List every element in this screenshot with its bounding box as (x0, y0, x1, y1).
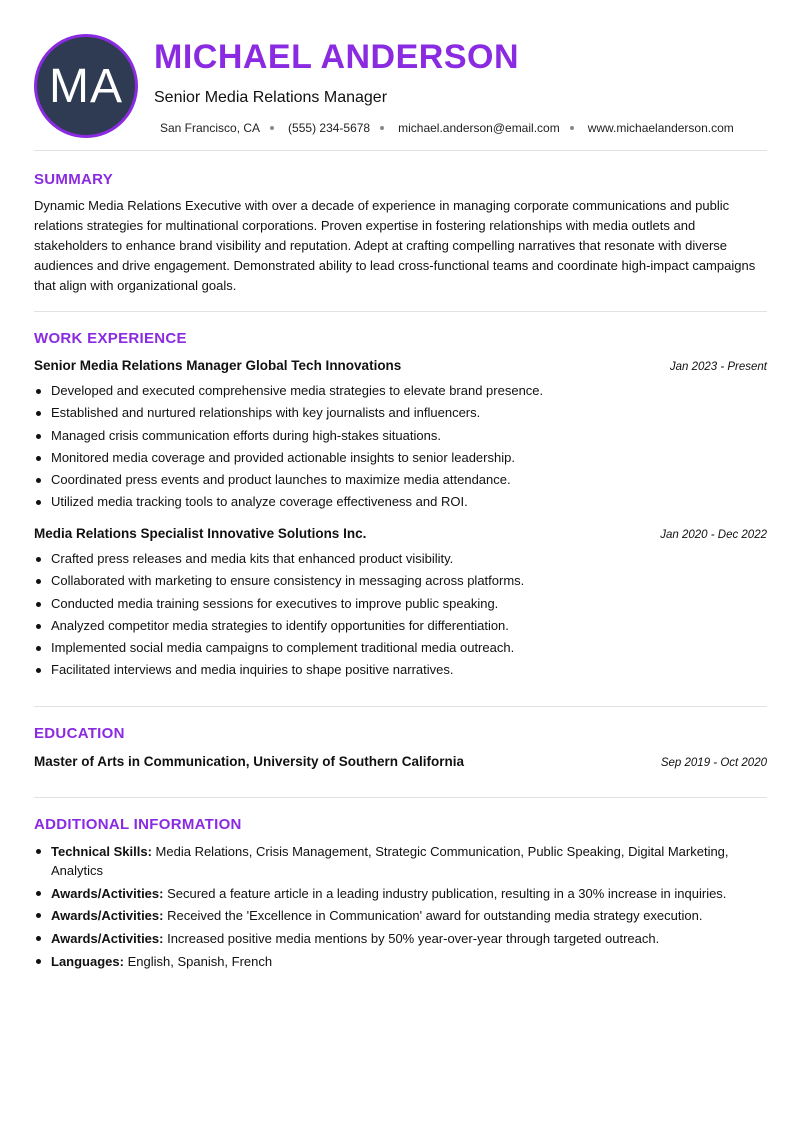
job-dates: Jan 2023 - Present (669, 361, 767, 373)
education-entry (34, 754, 767, 769)
item-label: Awards/Activities: (51, 908, 164, 923)
contact-website[interactable]: www.michaelanderson.com (587, 121, 734, 135)
list-item: Crafted press releases and media kits that enhanced product visibility. (34, 548, 767, 570)
list-item: Managed crisis communication efforts during high-stakes situations. (34, 425, 767, 447)
contact-phone: (555) 234-5678 (288, 121, 371, 135)
list-item: Conducted media training sessions for executives to improve public speaking. (34, 593, 767, 615)
avatar (34, 34, 138, 138)
job-header (34, 526, 767, 541)
list-item: Developed and executed comprehensive media strategies to elevate brand presence. (34, 380, 767, 402)
list-item: Utilized media tracking tools to analyze coverage effectiveness and ROI. (34, 491, 767, 513)
list-item (34, 929, 767, 948)
divider (34, 150, 767, 151)
list-item: Implemented social media campaigns to complement traditional media outreach. (34, 637, 767, 659)
divider (34, 706, 767, 707)
degree-title: Master of Arts in Communication, University of Southern California (34, 754, 465, 769)
list-item (34, 842, 767, 880)
list-item: Coordinated press events and product launches to maximize media attendance. (34, 469, 767, 491)
separator-dot-icon (380, 126, 384, 130)
job-bullet-list (34, 548, 767, 682)
item-label: Awards/Activities: (51, 930, 164, 946)
avatar-initials: MA (49, 59, 123, 113)
additional-information-heading: ADDITIONAL INFORMATION (34, 816, 242, 833)
candidate-name: MICHAEL ANDERSON (154, 38, 520, 76)
item-text: Received the 'Excellence in Communication' award for outstanding media strategy execution. (167, 908, 703, 923)
summary-text: Dynamic Media Relations Executive with over a decade of experience in managing corporate communications and public relations strategies for multinational corporations. Proven expertise in fostering relationships with media outlets and stakeholders to enhance brand visibility and reputation. Adept at crafting compelling narratives that resonate with diverse audiences and drive engagement. Demonstrated ability to lead cross-functional teams and coordinate high-impact campaigns that align with organizational goals. (34, 198, 756, 293)
item-text: Media Relations, Crisis Management, Strategic Communication, Public Speaking, Digital Marketing, Analytics (51, 844, 729, 878)
item-label: Languages: (51, 953, 124, 969)
list-item: Collaborated with marketing to ensure consistency in messaging across platforms. (34, 570, 767, 592)
item-text: Secured a feature article in a leading industry publication, resulting in a 30% increase in inquiries. (167, 885, 727, 901)
job-header (34, 358, 767, 373)
separator-dot-icon (570, 126, 574, 130)
summary-heading: SUMMARY (34, 171, 114, 188)
divider (34, 797, 767, 798)
contact-email[interactable]: michael.anderson@email.com (398, 121, 560, 135)
education-dates: Sep 2019 - Oct 2020 (660, 757, 767, 769)
divider (34, 311, 767, 312)
list-item: Analyzed competitor media strategies to identify opportunities for differentiation. (34, 615, 767, 637)
list-item (34, 884, 767, 903)
work-experience-heading: WORK EXPERIENCE (34, 330, 187, 347)
separator-dot-icon (270, 126, 274, 130)
item-text: Increased positive media mentions by 50% year-over-year through targeted outreach. (167, 930, 660, 946)
item-label: Awards/Activities: (51, 885, 164, 901)
list-item (34, 906, 767, 925)
job-title: Media Relations Specialist Innovative Solutions Inc. (34, 526, 367, 541)
list-item: Facilitated interviews and media inquiries to shape positive narratives. (34, 659, 767, 681)
job-bullet-list (34, 380, 767, 514)
item-text: English, Spanish, French (127, 953, 273, 969)
list-item: Established and nurtured relationships with key journalists and influencers. (34, 402, 767, 424)
list-item (34, 952, 767, 971)
contact-line (160, 121, 734, 135)
job-title: Senior Media Relations Manager Global Tech Innovations (34, 358, 402, 373)
additional-info-list (34, 842, 767, 974)
education-heading: EDUCATION (34, 725, 125, 742)
job-dates: Jan 2020 - Dec 2022 (660, 529, 767, 541)
item-label: Technical Skills: (51, 844, 152, 859)
candidate-title: Senior Media Relations Manager (154, 89, 388, 106)
list-item: Monitored media coverage and provided actionable insights to senior leadership. (34, 447, 767, 469)
contact-location: San Francisco, CA (160, 121, 261, 135)
